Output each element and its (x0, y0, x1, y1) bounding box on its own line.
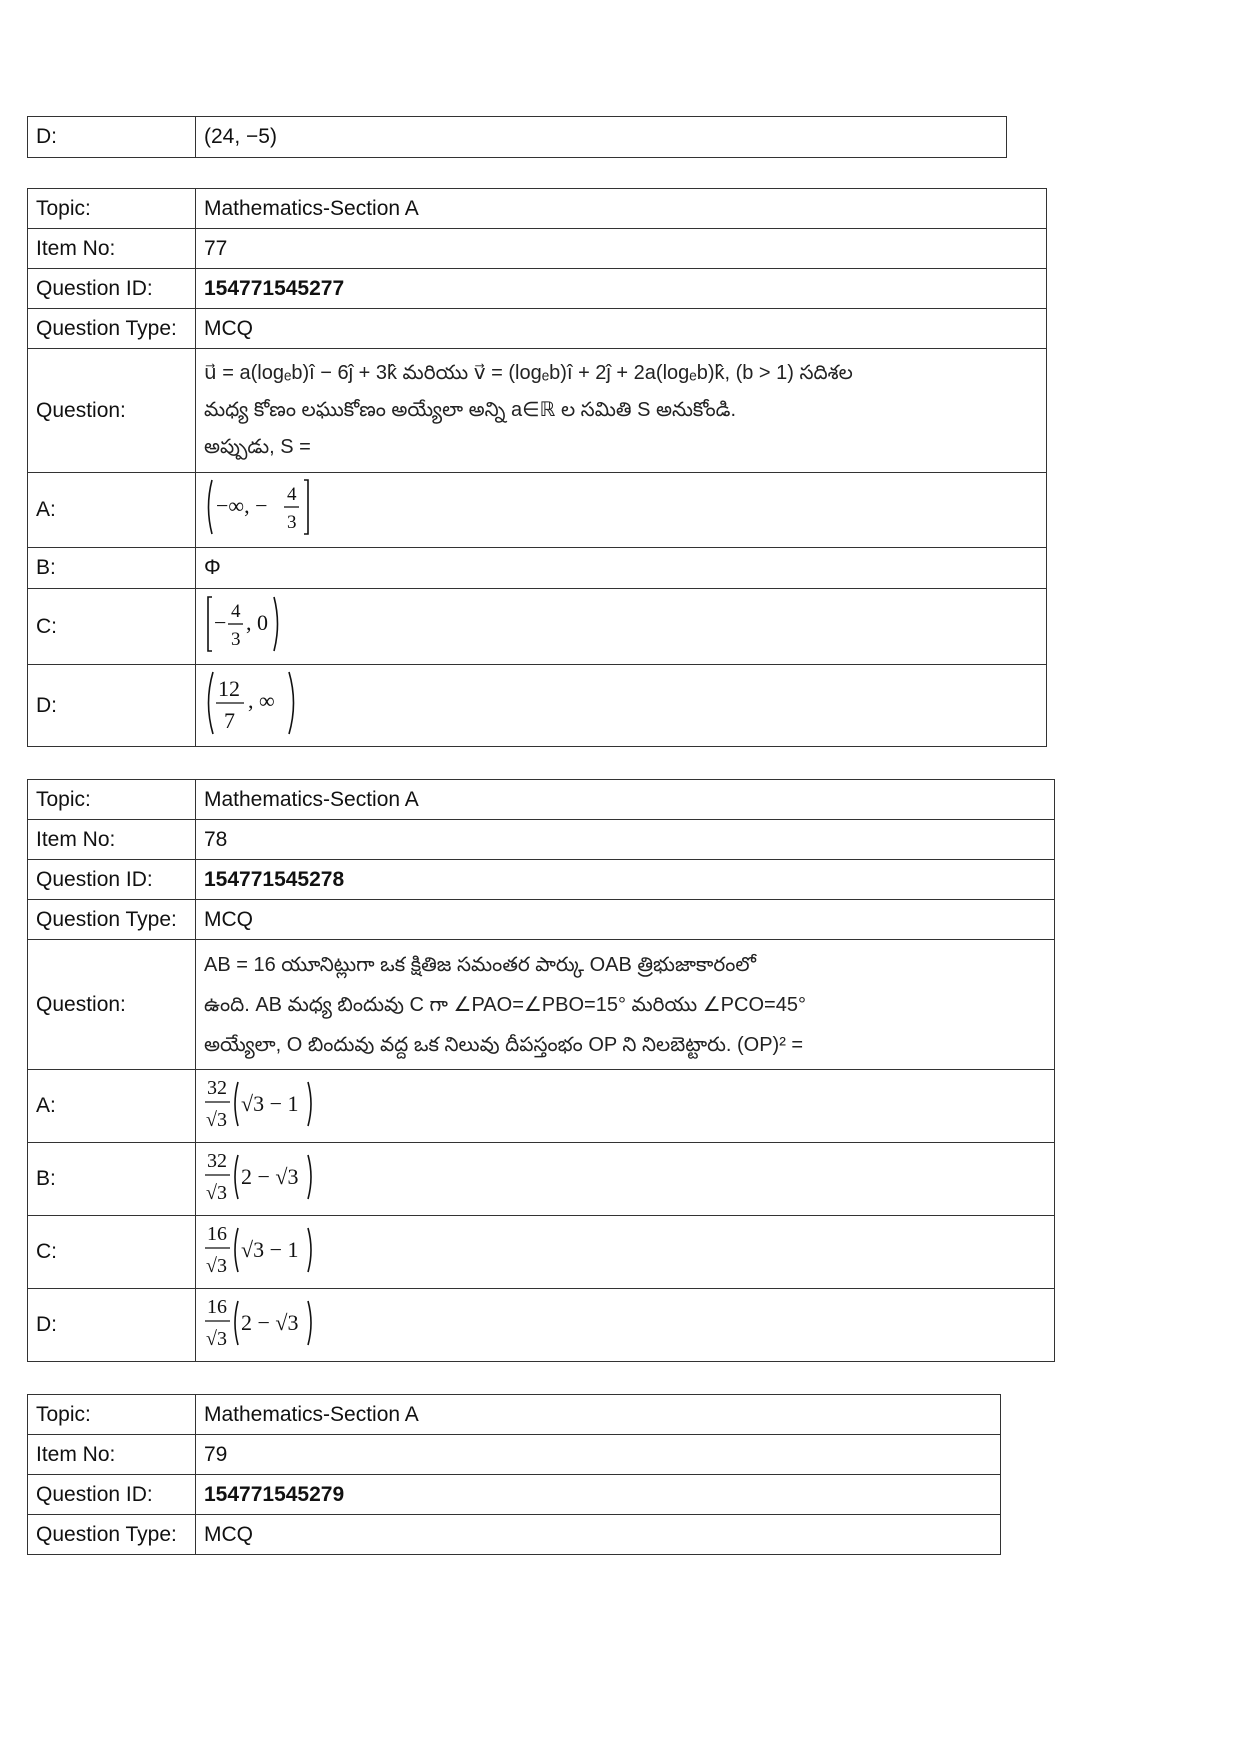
question-id-label: Question ID: (28, 269, 196, 309)
question-id-label: Question ID: (28, 1475, 196, 1515)
question-id-value: 154771545277 (196, 269, 1047, 309)
svg-text:, 0: , 0 (246, 609, 268, 635)
question-line-3: అయ్యేలా, O బిందువు వద్ద ఒక నిలువు దీపస్తంభం OP ని నిలబెట్టారు. (OP)² = (204, 1033, 804, 1056)
item-no-value: 78 (196, 820, 1055, 860)
option-d-value (196, 1289, 1055, 1362)
item-no-value: 79 (196, 1435, 1001, 1475)
option-c-value (196, 1216, 1055, 1289)
question-id-value: 154771545279 (196, 1475, 1001, 1515)
question-type-value: MCQ (196, 900, 1055, 940)
svg-text:4: 4 (287, 484, 297, 505)
svg-text:32: 32 (207, 1150, 227, 1172)
question-table-77 (27, 188, 1047, 747)
question-text (196, 940, 1055, 1070)
svg-text:3: 3 (287, 512, 297, 533)
option-a-value (196, 1070, 1055, 1143)
svg-text:√3: √3 (206, 1109, 227, 1131)
item-no-value: 77 (196, 229, 1047, 269)
svg-text:16: 16 (207, 1223, 227, 1245)
svg-text:√3: √3 (206, 1182, 227, 1204)
option-a-formula (204, 1072, 334, 1134)
option-b-formula (204, 1145, 334, 1207)
question-type-value: MCQ (196, 1515, 1001, 1555)
question-line-2: ఉంది. AB మధ్య బిందువు C గా ∠PAO=∠PBO=15° మరియు ∠PCO=45° (204, 993, 806, 1016)
question-type-label: Question Type: (28, 309, 196, 349)
svg-text:16: 16 (207, 1296, 227, 1318)
svg-text:−∞, −: −∞, − (216, 493, 268, 518)
item-no-label: Item No: (28, 820, 196, 860)
topic-value: Mathematics-Section A (196, 189, 1047, 229)
svg-text:3: 3 (231, 628, 241, 650)
option-b-label: B: (28, 1143, 196, 1216)
question-line-2: మధ్య కోణం లఘుకోణం అయ్యేలా అన్ని a∈ℝ ల సమితి S అనుకోండి. (204, 399, 737, 421)
svg-text:√3 − 1: √3 − 1 (241, 1237, 299, 1262)
prev-question-table (27, 116, 1007, 158)
option-c-formula (204, 593, 304, 655)
question-text (196, 349, 1047, 473)
option-b-label: B: (28, 548, 196, 589)
svg-text:√3: √3 (206, 1328, 227, 1350)
svg-text:7: 7 (224, 707, 235, 733)
item-no-label: Item No: (28, 1435, 196, 1475)
option-d-value: (24, −5) (196, 117, 1007, 158)
question-table-79 (27, 1394, 1001, 1555)
topic-label: Topic: (28, 1395, 196, 1435)
svg-text:√3 − 1: √3 − 1 (241, 1091, 299, 1116)
option-c-value (196, 589, 1047, 665)
option-a-label: A: (28, 1070, 196, 1143)
question-id-value: 154771545278 (196, 860, 1055, 900)
svg-text:2 − √3: 2 − √3 (241, 1310, 299, 1335)
option-a-formula (204, 476, 324, 538)
option-d-label: D: (28, 117, 196, 158)
option-b-value: Φ (196, 548, 1047, 589)
option-a-value (196, 473, 1047, 548)
svg-text:12: 12 (218, 675, 240, 701)
topic-value: Mathematics-Section A (196, 1395, 1001, 1435)
option-d-formula (204, 1291, 334, 1353)
svg-text:32: 32 (207, 1077, 227, 1099)
topic-value: Mathematics-Section A (196, 780, 1055, 820)
option-d-label: D: (28, 665, 196, 747)
question-type-value: MCQ (196, 309, 1047, 349)
item-no-label: Item No: (28, 229, 196, 269)
question-type-label: Question Type: (28, 1515, 196, 1555)
question-type-label: Question Type: (28, 900, 196, 940)
option-d-value (196, 665, 1047, 747)
option-c-formula (204, 1218, 334, 1280)
option-a-label: A: (28, 473, 196, 548)
svg-text:2 − √3: 2 − √3 (241, 1164, 299, 1189)
option-d-label: D: (28, 1289, 196, 1362)
topic-label: Topic: (28, 780, 196, 820)
question-line-3: అప్పుడు, S = (204, 436, 311, 458)
question-id-label: Question ID: (28, 860, 196, 900)
topic-label: Topic: (28, 189, 196, 229)
question-line-1: AB = 16 యూనిట్లుగా ఒక క్షితిజ సమంతర పార్కు OAB త్రిభుజాకారంలో (204, 953, 756, 976)
question-line-1: u⃗ = a(logₑb)î − 6ĵ + 3k̂ మరియు v⃗ = (logₑb)î + 2ĵ + 2a(logₑb)k̂, (b > 1) సదిశల (204, 362, 853, 384)
option-c-label: C: (28, 1216, 196, 1289)
question-table-78 (27, 779, 1055, 1362)
svg-text:−: − (214, 609, 227, 635)
question-label: Question: (28, 940, 196, 1070)
svg-text:4: 4 (231, 600, 241, 622)
svg-text:, ∞: , ∞ (248, 687, 275, 713)
svg-text:√3: √3 (206, 1255, 227, 1277)
option-b-value (196, 1143, 1055, 1216)
option-d-formula (204, 668, 314, 738)
option-c-label: C: (28, 589, 196, 665)
question-label: Question: (28, 349, 196, 473)
